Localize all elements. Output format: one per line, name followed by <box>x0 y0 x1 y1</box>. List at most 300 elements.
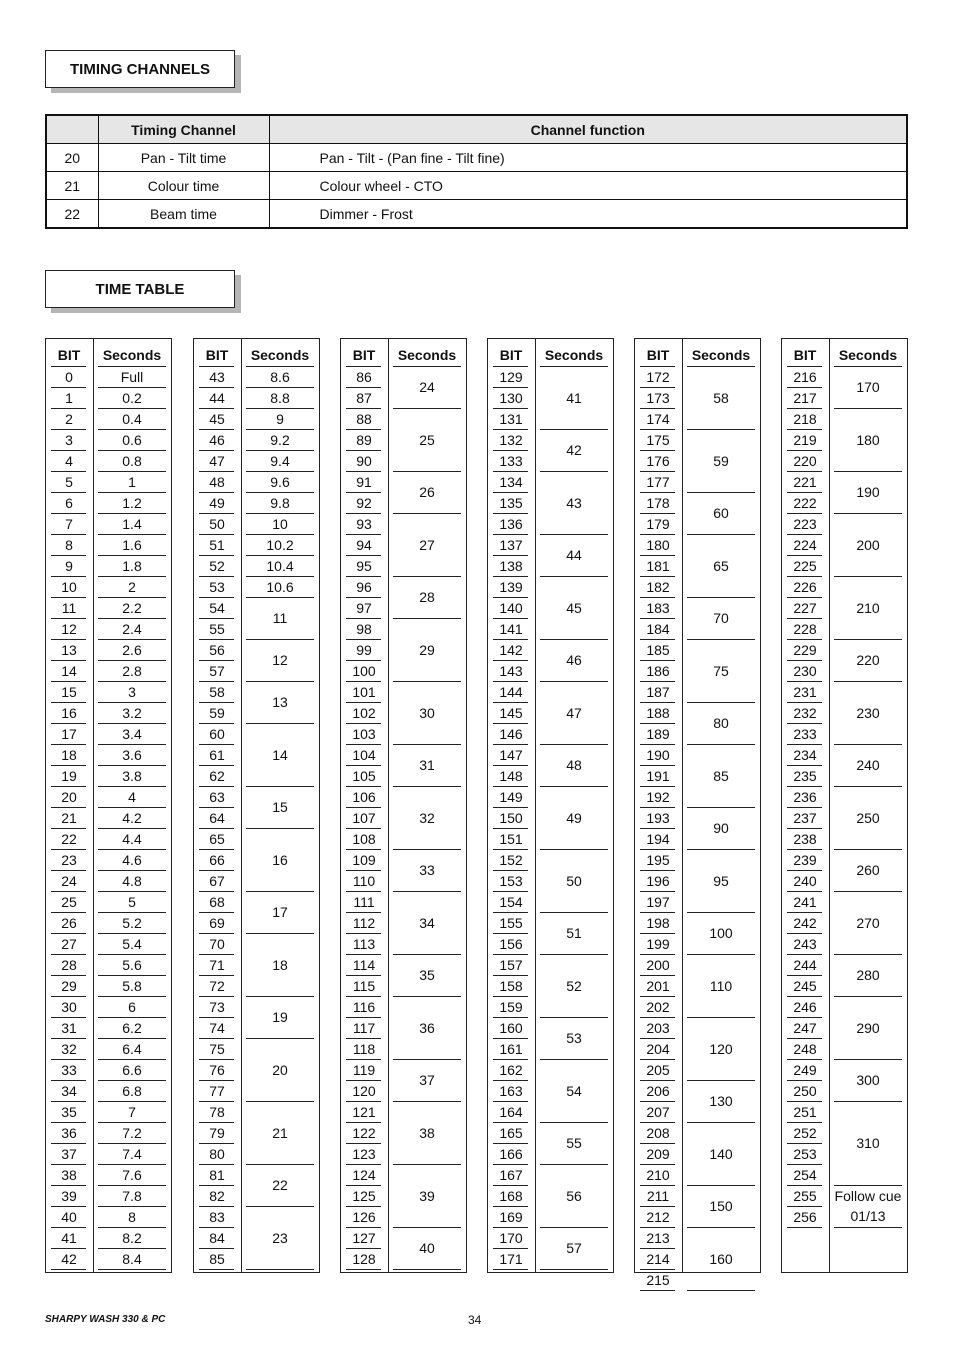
bit-value: 88 <box>356 410 372 427</box>
bit-value: 40 <box>61 1208 77 1225</box>
bit-value: 136 <box>499 515 523 532</box>
bit-value: 74 <box>209 1019 225 1036</box>
bit-value: 48 <box>209 473 225 490</box>
bit-value: 146 <box>499 725 523 742</box>
seconds-value: 8 <box>128 1208 136 1225</box>
seconds-header: Seconds <box>102 347 162 363</box>
header-number <box>46 115 98 144</box>
bit-value: 239 <box>793 851 817 868</box>
seconds-value: 6 <box>128 998 136 1015</box>
bit-value: 196 <box>646 872 670 889</box>
seconds-value: 75 <box>713 662 729 679</box>
seconds-value: 200 <box>856 536 880 553</box>
group-rule <box>540 1269 608 1270</box>
bit-value: 70 <box>209 935 225 952</box>
seconds-value: 59 <box>713 452 729 469</box>
seconds-value: 28 <box>419 589 435 605</box>
bit-value: 124 <box>352 1166 376 1183</box>
bit-value: 245 <box>793 977 817 994</box>
seconds-value: 6.2 <box>122 1019 142 1036</box>
bit-value: 31 <box>61 1019 77 1036</box>
bit-value: 35 <box>61 1103 77 1120</box>
seconds-value: 26 <box>419 484 435 500</box>
row-rule <box>51 1269 86 1270</box>
bit-value: 157 <box>499 956 523 973</box>
seconds-value: 180 <box>856 431 880 448</box>
bit-value: 69 <box>209 914 225 931</box>
seconds-value: 3.2 <box>122 704 142 721</box>
seconds-header: Seconds <box>838 347 898 363</box>
bit-value: 10 <box>61 578 77 595</box>
seconds-value: 49 <box>566 809 582 826</box>
bit-value: 255 <box>793 1187 817 1204</box>
group-rule <box>834 1227 902 1228</box>
seconds-value: 22 <box>272 1177 288 1193</box>
bit-value: 129 <box>499 368 523 385</box>
bit-value: 175 <box>646 431 670 448</box>
seconds-value: 55 <box>566 1135 582 1151</box>
bit-value: 18 <box>61 746 77 763</box>
bit-value: 235 <box>793 767 817 784</box>
bit-value: 112 <box>352 914 376 931</box>
bit-value: 223 <box>793 515 817 532</box>
seconds-value: 50 <box>566 872 582 889</box>
bit-value: 242 <box>793 914 817 931</box>
bit-value: 156 <box>499 935 523 952</box>
bit-value: 94 <box>356 536 372 553</box>
channel-number: 21 <box>46 172 98 200</box>
bit-value: 72 <box>209 977 225 994</box>
bit-value: 26 <box>61 914 77 931</box>
seconds-value: 11 <box>272 610 288 626</box>
bit-value: 145 <box>499 704 523 721</box>
group-rule <box>246 1269 314 1270</box>
bit-header: BIT <box>499 347 523 363</box>
bit-value: 119 <box>352 1061 376 1078</box>
bit-value: 15 <box>61 683 77 700</box>
bit-value: 97 <box>356 599 372 616</box>
bit-value: 208 <box>646 1124 670 1141</box>
bit-value: 240 <box>793 872 817 889</box>
channel-function: Dimmer - Frost <box>269 200 907 229</box>
seconds-value: 95 <box>713 872 729 889</box>
bit-value: 127 <box>352 1229 376 1246</box>
seconds-header: Seconds <box>544 347 604 363</box>
seconds-value: 2.6 <box>122 641 142 658</box>
bit-value: 38 <box>61 1166 77 1183</box>
bit-value: 45 <box>209 410 225 427</box>
seconds-value: 44 <box>566 547 582 563</box>
bit-value: 153 <box>499 872 523 889</box>
bit-value: 181 <box>646 557 670 574</box>
bit-value: 82 <box>209 1187 225 1204</box>
bit-value: 118 <box>352 1040 376 1057</box>
seconds-value: 14 <box>272 746 288 763</box>
bit-value: 132 <box>499 431 523 448</box>
bit-value: 60 <box>209 725 225 742</box>
bit-value: 59 <box>209 704 225 721</box>
seconds-value: 0.8 <box>122 452 142 469</box>
bit-value: 163 <box>499 1082 523 1099</box>
seconds-value: 160 <box>709 1250 733 1267</box>
bit-value: 115 <box>352 977 376 994</box>
seconds-value: 1.4 <box>122 515 142 532</box>
bit-value: 205 <box>646 1061 670 1078</box>
bit-value: 180 <box>646 536 670 553</box>
bit-value: 251 <box>793 1103 817 1120</box>
page-number: 34 <box>468 1313 482 1327</box>
bit-value: 37 <box>61 1145 77 1162</box>
bit-value: 137 <box>499 536 523 553</box>
bit-value: 236 <box>793 788 817 805</box>
bit-value: 109 <box>352 851 376 868</box>
seconds-value: 34 <box>419 914 435 931</box>
bit-value: 167 <box>499 1166 523 1183</box>
seconds-value: 230 <box>856 704 880 721</box>
bit-value: 219 <box>793 431 817 448</box>
bit-value: 210 <box>646 1166 670 1183</box>
bit-value: 4 <box>65 452 73 469</box>
bit-value: 149 <box>499 788 523 805</box>
bit-value: 233 <box>793 725 817 742</box>
seconds-value: 31 <box>419 757 435 773</box>
seconds-value: 56 <box>566 1187 582 1204</box>
row-rule <box>493 1269 528 1270</box>
bit-value: 177 <box>646 473 670 490</box>
header-channel-function: Channel function <box>269 115 907 144</box>
seconds-value: 23 <box>272 1229 288 1246</box>
group-rule <box>393 1269 461 1270</box>
bit-value: 141 <box>499 620 523 637</box>
bit-value: 110 <box>352 872 376 889</box>
bit-value: 61 <box>209 746 225 763</box>
seconds-value: 65 <box>713 557 729 574</box>
seconds-value: 5.2 <box>122 914 142 931</box>
bit-value: 220 <box>793 452 817 469</box>
bit-value: 243 <box>793 935 817 952</box>
seconds-value: 21 <box>272 1124 288 1141</box>
bit-value: 125 <box>352 1187 376 1204</box>
bit-value: 217 <box>793 389 817 406</box>
seconds-value: 240 <box>856 757 880 773</box>
bit-value: 211 <box>646 1187 670 1204</box>
channel-name: Colour time <box>98 172 269 200</box>
bit-value: 170 <box>499 1229 523 1246</box>
bit-value: 34 <box>61 1082 77 1099</box>
seconds-value: 110 <box>709 977 733 994</box>
seconds-value: 41 <box>566 389 582 406</box>
bit-value: 166 <box>499 1145 523 1162</box>
bit-value: 256 <box>793 1208 817 1225</box>
seconds-value: 5.8 <box>122 977 142 994</box>
seconds-header: Seconds <box>397 347 457 363</box>
bit-value: 63 <box>209 788 225 805</box>
seconds-value: 43 <box>566 494 582 511</box>
seconds-value: 40 <box>419 1240 435 1256</box>
bit-value: 221 <box>793 473 817 490</box>
bit-value: 25 <box>61 893 77 910</box>
bit-value: 198 <box>646 914 670 931</box>
bit-header: BIT <box>646 347 670 363</box>
bit-value: 148 <box>499 767 523 784</box>
bit-value: 96 <box>356 578 372 595</box>
bit-value: 128 <box>352 1250 376 1267</box>
bit-value: 143 <box>499 662 523 679</box>
bit-value: 154 <box>499 893 523 910</box>
row-rule <box>199 1269 234 1270</box>
bit-value: 44 <box>209 389 225 406</box>
seconds-value: 260 <box>856 862 880 878</box>
seconds-value: 7.2 <box>122 1124 142 1141</box>
seconds-value: 1.8 <box>122 557 142 574</box>
seconds-value: 7.8 <box>122 1187 142 1204</box>
bit-header: BIT <box>57 347 81 363</box>
bit-value: 29 <box>61 977 77 994</box>
bit-value: 91 <box>356 473 372 490</box>
seconds-value: 8.2 <box>122 1229 142 1246</box>
bit-value: 234 <box>793 746 817 763</box>
bit-value: 188 <box>646 704 670 721</box>
channel-name: Pan - Tilt time <box>98 144 269 172</box>
bit-value: 1 <box>65 389 73 406</box>
bit-value: 75 <box>209 1040 225 1057</box>
seconds-value: 1 <box>128 473 136 490</box>
bit-value: 185 <box>646 641 670 658</box>
bit-value: 159 <box>499 998 523 1015</box>
bit-value: 169 <box>499 1208 523 1225</box>
bit-value: 164 <box>499 1103 523 1120</box>
bit-value: 49 <box>209 494 225 511</box>
bit-value: 179 <box>646 515 670 532</box>
bit-value: 254 <box>793 1166 817 1183</box>
bit-value: 95 <box>356 557 372 574</box>
seconds-value: 9 <box>276 410 284 427</box>
bit-value: 204 <box>646 1040 670 1057</box>
bit-value: 32 <box>61 1040 77 1057</box>
seconds-value: Full <box>120 368 144 385</box>
group-rule <box>687 1290 755 1291</box>
bit-value: 150 <box>499 809 523 826</box>
channel-number: 22 <box>46 200 98 229</box>
bit-value: 51 <box>209 536 225 553</box>
bit-value: 192 <box>646 788 670 805</box>
bit-value: 84 <box>209 1229 225 1246</box>
bit-value: 135 <box>499 494 523 511</box>
seconds-value: 4.4 <box>122 830 142 847</box>
bit-value: 99 <box>356 641 372 658</box>
bit-value: 111 <box>353 893 375 910</box>
bit-value: 20 <box>61 788 77 805</box>
seconds-value: 5 <box>128 893 136 910</box>
bit-value: 184 <box>646 620 670 637</box>
bit-value: 231 <box>793 683 817 700</box>
seconds-value: 270 <box>856 914 880 931</box>
product-name: SHARPY WASH 330 & PC <box>45 1314 166 1325</box>
seconds-value: 47 <box>566 704 582 721</box>
bit-value: 249 <box>793 1061 817 1078</box>
seconds-value: 220 <box>856 652 880 668</box>
bit-value: 247 <box>793 1019 817 1036</box>
seconds-header: Seconds <box>250 347 310 363</box>
bit-value: 108 <box>352 830 376 847</box>
bit-value: 55 <box>209 620 225 637</box>
seconds-value: 7.4 <box>122 1145 142 1162</box>
seconds-value: 6.6 <box>122 1061 142 1078</box>
seconds-value: 150 <box>709 1198 733 1214</box>
bit-value: 5 <box>65 473 73 490</box>
bit-value: 161 <box>499 1040 523 1057</box>
seconds-value: 1.6 <box>122 536 142 553</box>
channel-function: Colour wheel - CTO <box>269 172 907 200</box>
seconds-value: 37 <box>419 1072 435 1088</box>
bit-value: 172 <box>646 368 670 385</box>
seconds-value: 6.4 <box>122 1040 142 1057</box>
seconds-value: 0.2 <box>122 389 142 406</box>
bit-value: 14 <box>61 662 77 679</box>
seconds-value: 52 <box>566 977 582 994</box>
seconds-value: 18 <box>272 956 288 973</box>
bit-value: 11 <box>61 599 77 616</box>
bit-value: 133 <box>499 452 523 469</box>
seconds-value: 4.2 <box>122 809 142 826</box>
bit-value: 21 <box>61 809 77 826</box>
seconds-value: 5.4 <box>122 935 142 952</box>
seconds-value: 3.8 <box>122 767 142 784</box>
bit-value: 43 <box>209 368 225 385</box>
bit-value: 71 <box>209 956 225 973</box>
seconds-value: 27 <box>419 536 435 553</box>
bit-value: 213 <box>646 1229 670 1246</box>
bit-value: 100 <box>352 662 376 679</box>
bit-value: 227 <box>793 599 817 616</box>
bit-value: 206 <box>646 1082 670 1099</box>
seconds-value: 45 <box>566 599 582 616</box>
bit-value: 189 <box>646 725 670 742</box>
bit-value: 9 <box>65 557 73 574</box>
bit-value: 158 <box>499 977 523 994</box>
seconds-value: 80 <box>713 715 729 731</box>
timing-channels-table <box>45 114 908 229</box>
bit-value: 222 <box>793 494 817 511</box>
seconds-value: 130 <box>709 1093 733 1109</box>
bit-value: 218 <box>793 410 817 427</box>
channel-number: 20 <box>46 144 98 172</box>
bit-value: 68 <box>209 893 225 910</box>
bit-value: 134 <box>499 473 523 490</box>
bit-value: 57 <box>209 662 225 679</box>
seconds-value: 250 <box>856 809 880 826</box>
seconds-value: 8.8 <box>270 389 290 406</box>
bit-value: 122 <box>352 1124 376 1141</box>
bit-value: 83 <box>209 1208 225 1225</box>
bit-value: 90 <box>356 452 372 469</box>
bit-value: 6 <box>65 494 73 511</box>
bit-value: 232 <box>793 704 817 721</box>
seconds-value: 85 <box>713 767 729 784</box>
bit-value: 17 <box>61 725 77 742</box>
seconds-value: 4.8 <box>122 872 142 889</box>
seconds-value: 70 <box>713 610 729 626</box>
seconds-value: 7.6 <box>122 1166 142 1183</box>
seconds-value: 53 <box>566 1030 582 1046</box>
bit-value: 2 <box>65 410 73 427</box>
bit-value: 144 <box>499 683 523 700</box>
seconds-value: 6.8 <box>122 1082 142 1099</box>
seconds-value: 60 <box>713 505 729 521</box>
bit-value: 138 <box>499 557 523 574</box>
channel-function: Pan - Tilt - (Pan fine - Tilt fine) <box>269 144 907 172</box>
seconds-value: 4 <box>128 788 136 805</box>
bit-value: 73 <box>209 998 225 1015</box>
bit-value: 215 <box>646 1271 670 1288</box>
timing-channels-heading: TIMING CHANNELS <box>45 50 235 88</box>
bit-value: 56 <box>209 641 225 658</box>
bit-value: 116 <box>352 998 376 1015</box>
bit-value: 194 <box>646 830 670 847</box>
bit-value: 162 <box>499 1061 523 1078</box>
seconds-value: 300 <box>856 1072 880 1088</box>
seconds-value: 310 <box>856 1135 880 1151</box>
bit-value: 120 <box>352 1082 376 1099</box>
bit-value: 191 <box>646 767 670 784</box>
bit-value: 79 <box>209 1124 225 1141</box>
seconds-value: 57 <box>566 1240 582 1256</box>
bit-value: 216 <box>793 368 817 385</box>
seconds-value: 90 <box>713 820 729 836</box>
bit-value: 3 <box>65 431 73 448</box>
bit-value: 160 <box>499 1019 523 1036</box>
seconds-value: 5.6 <box>122 956 142 973</box>
seconds-value: Follow cue 01/13 <box>834 1188 902 1224</box>
seconds-value: 2.8 <box>122 662 142 679</box>
seconds-value: 48 <box>566 757 582 773</box>
bit-value: 201 <box>646 977 670 994</box>
seconds-header: Seconds <box>691 347 751 363</box>
seconds-value: 9.4 <box>270 452 290 469</box>
seconds-value: 210 <box>856 599 880 616</box>
seconds-value: 46 <box>566 652 582 668</box>
bit-value: 98 <box>356 620 372 637</box>
seconds-value: 10 <box>272 515 288 532</box>
bit-value: 103 <box>352 725 376 742</box>
bit-value: 22 <box>61 830 77 847</box>
bit-value: 39 <box>61 1187 77 1204</box>
row-rule <box>787 1227 822 1228</box>
bit-value: 7 <box>65 515 73 532</box>
bit-value: 197 <box>646 893 670 910</box>
bit-value: 230 <box>793 662 817 679</box>
bit-value: 190 <box>646 746 670 763</box>
bit-value: 93 <box>356 515 372 532</box>
bit-value: 171 <box>499 1250 523 1267</box>
bit-value: 200 <box>646 956 670 973</box>
bit-value: 178 <box>646 494 670 511</box>
table-row <box>46 172 907 200</box>
bit-value: 107 <box>352 809 376 826</box>
seconds-value: 58 <box>713 389 729 406</box>
seconds-value: 15 <box>272 799 288 815</box>
bit-value: 168 <box>499 1187 523 1204</box>
seconds-value: 3.4 <box>122 725 142 742</box>
bit-header: BIT <box>205 347 229 363</box>
bit-value: 89 <box>356 431 372 448</box>
bit-value: 226 <box>793 578 817 595</box>
bit-value: 147 <box>499 746 523 763</box>
bit-value: 126 <box>352 1208 376 1225</box>
bit-value: 186 <box>646 662 670 679</box>
seconds-value: 3 <box>128 683 136 700</box>
seconds-value: 36 <box>419 1019 435 1036</box>
